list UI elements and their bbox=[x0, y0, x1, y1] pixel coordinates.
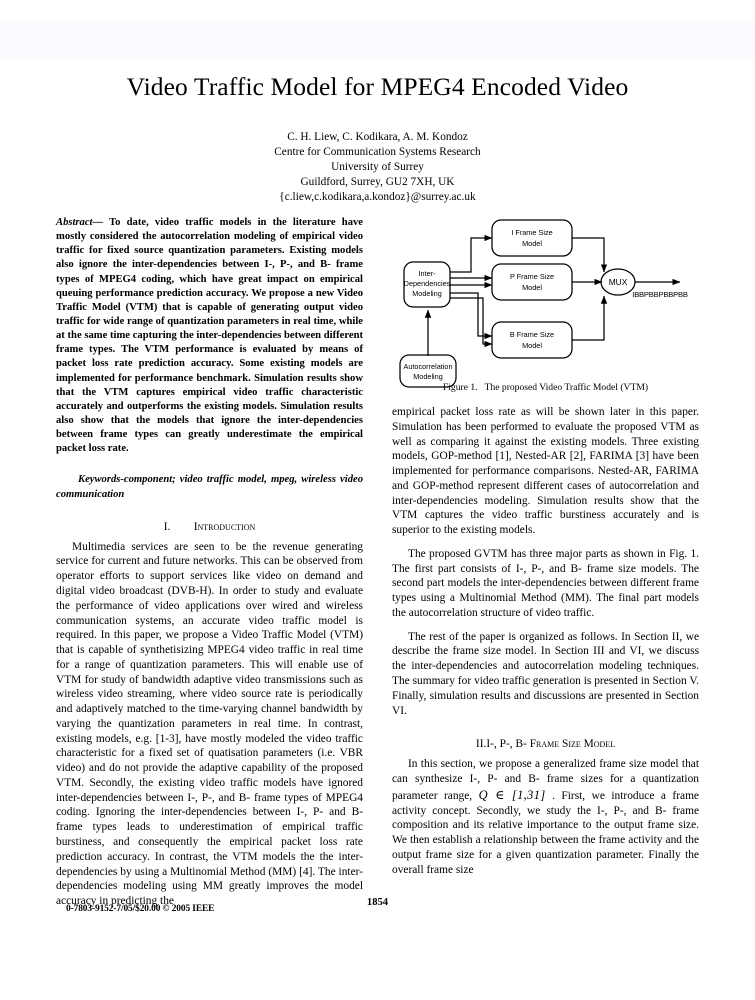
label-pframe-line1: P Frame Size bbox=[509, 272, 555, 281]
section-number-2: II. bbox=[475, 738, 487, 751]
math-quantization-range: Q ∈ [1,31] bbox=[478, 787, 546, 802]
label-interdep-line1: Inter- bbox=[418, 269, 436, 278]
affiliation-line-3: Guildford, Surrey, GU2 7XH, UK bbox=[300, 176, 455, 189]
frame-size-model-paragraph-1 bbox=[392, 757, 699, 877]
intro-paragraph-1: Multimedia services are seen to be the revenue generating service for current and future networks. This can be observed from operator efforts to support services like video on demand and digital video broadcast (DVB-H). In order to study and evaluate the performance of video applications over wired and wireless communication systems, an accurate video traffic model is required. In this paper, we propose a Video Traffic Model (VTM) that is capable of synthetisizing MPEG4 video traffic in real time for a range of quantization parameters. This will enable use of VTM for study of bandwidth adaptive video transmissions such as wireless video streaming, where video source rate is periodically and adaptively matched to the time-varying channel bandwidth by varying the quantization parameters in real time. In contrast, existing models, e.g. [1-3], have mostly modeled the video traffic characteristic for a fixed set of quatisation parameters (i.e. VBR video) and do not provide the adaptive capability of the proposed VTM. Secondly, the existing video traffic models have ignored inter-dependencies between I-, P-, and B- frame types of MPEG4 coding. Ignoring the inter-dependencies between I-, P- and B- frame types leads to underestimation of empirical traffic burstiness, and consequently the empirical packet loss rate prediction accuracy. In contrast, the VTM models the the inter-dependencies by using a Multinomial Method (MM) [4]. The inter-dependencies modeling using MM greatly improves the model accuracy in predicting the bbox=[56, 540, 363, 908]
page-title: Video Traffic Model for MPEG4 Encoded Video bbox=[126, 72, 629, 101]
label-autocorr-line2: Modeling bbox=[413, 372, 443, 381]
footer-copyright: 0-7803-9152-7/05/$20.00 © 2005 IEEE bbox=[66, 904, 215, 914]
edge-interdep-to-bframe-2 bbox=[450, 298, 492, 344]
label-bframe-line2: Model bbox=[522, 341, 542, 350]
label-interdep-line2: Dependencies bbox=[403, 279, 451, 288]
node-p-frame-size-model bbox=[492, 264, 572, 300]
node-i-frame-size-model bbox=[492, 220, 572, 256]
keywords-paragraph: Keywords-component; video traffic model, mpeg, wireless video communication bbox=[56, 474, 363, 500]
label-pframe-line2: Model bbox=[522, 283, 542, 292]
figure-1-diagram bbox=[392, 210, 699, 395]
footer-page-number: 1854 bbox=[366, 897, 389, 908]
abstract-text: To date, video traffic models in the literature have mostly considered the autocorrelation modeling of empirical video traffic for fixed source quantization parameters. Existing models also ignore the inter-dependencies between I-, P-, and B- frame types of MPEG4 coding, which have great impact on empirical queuing performance prediction accuracy. We propose a new Video Traffic Model (VTM) that is capable of generating output video traffic for wide range of quantization parameters in real time, while at the same time capturing the inter-dependencies between different frame types. The VTM performance is evaluated by means of packet loss rate prediction accuracy. Some existing models are implemented for performance benchmark. Simulation results show that the VTM captures empirical video traffic characteristic accurately and outperforms the existing models. Simulation results also show that the models that ignore the inter-dependencies between frame types can greatly underestimate the empirical packet loss rate. bbox=[56, 217, 363, 455]
edge-iframe-to-mux bbox=[572, 238, 604, 272]
label-mux: MUX bbox=[608, 277, 628, 287]
abstract-paragraph bbox=[56, 216, 363, 456]
label-iframe-line1: I Frame Size bbox=[511, 228, 553, 237]
author-email: {c.liew,c.kodikara,a.kondoz}@surrey.ac.uk bbox=[279, 191, 476, 204]
affiliation-line-2: University of Surrey bbox=[331, 161, 424, 174]
label-bframe-line1: B Frame Size bbox=[509, 330, 555, 339]
label-autocorr-line1: Autocorrelation bbox=[403, 362, 453, 371]
section-number-1: I. bbox=[163, 520, 171, 533]
section-title-2-plain: I-, P-, B- bbox=[486, 738, 530, 751]
label-iframe-line2: Model bbox=[522, 239, 542, 248]
abstract-label: Abstract— bbox=[56, 217, 104, 228]
section-title-1: Introduction bbox=[193, 520, 256, 533]
node-b-frame-size-model bbox=[492, 322, 572, 358]
section-heading-introduction bbox=[56, 521, 363, 533]
edge-interdep-to-bframe-1 bbox=[450, 293, 492, 336]
affiliation-line-1: Centre for Communication Systems Research bbox=[274, 146, 481, 159]
label-interdep-line3: Modeling bbox=[412, 289, 442, 298]
intro-paragraph-3: The proposed GVTM has three major parts as shown in Fig. 1. The first part consists of I-, P-, and B- frame size models. The second part models the inter-dependencies between different frame types using a Multinomial Method (MM). The final part models the autocorrelation structure of video traffic. bbox=[392, 547, 699, 619]
figure-caption-text: The proposed Video Traffic Model (VTM) bbox=[484, 382, 649, 393]
fsm-text-after-math: . First, we introduce a frame activity concept. Secondly, we study the I-, P-, and B- frame composition and its relative importance to the output frame size. We then establish a relationship between the frame activity and the output frame size for a given quantization parameter. Finally the overall frame size bbox=[392, 789, 699, 876]
figure-caption-label: Figure 1. bbox=[442, 382, 478, 393]
author-names: C. H. Liew, C. Kodikara, A. M. Kondoz bbox=[287, 131, 468, 143]
author-block bbox=[55, 130, 700, 205]
intro-paragraph-2: empirical packet loss rate as will be shown later in this paper. Simulation has been performed to evaluate the proposed VTM as well as comparing it against the existing models. Three existing models, GOP-method [1], Nested-AR [2], FARIMA [3] have been implemented for performance comparisons. Nested-AR, FARIMA and GOP-method represent different cases of autocorrelation and inter-dependencies modeling. Simulation results show that the VTM captures the video traffic burstiness accurately and is superior to the existing models. bbox=[392, 406, 699, 537]
column-left bbox=[56, 216, 363, 909]
fsm-text-before-math: In this section, we propose a generalized frame size model that can synthesize I-, P- and B- frame sizes for a quantization parameter range, bbox=[392, 758, 699, 802]
edge-bframe-to-mux bbox=[572, 296, 604, 340]
edge-interdep-to-iframe bbox=[450, 238, 492, 272]
intro-paragraph-4: The rest of the paper is organized as follows. In Section II, we describe the frame size model. In Section III and VI, we discuss the inter-dependencies and autocorrelation modeling techniques. The summary for video traffic generation is presented in Section V. Finally, simulation results and discussions are presented in Section VI. bbox=[392, 630, 699, 717]
section-title-2-smallcaps: Frame Size Model bbox=[529, 738, 616, 751]
column-right bbox=[392, 405, 699, 877]
label-output-stream: IBBPBBPBBPBB bbox=[632, 290, 688, 299]
figure-1-caption bbox=[392, 382, 699, 394]
section-heading-frame-size-model bbox=[392, 738, 699, 750]
